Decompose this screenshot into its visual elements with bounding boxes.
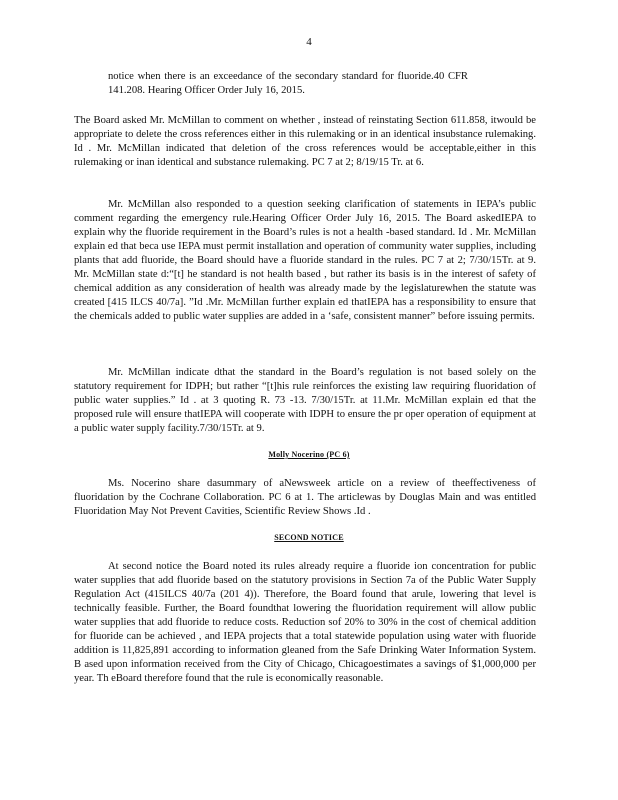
section-heading-nocerino [0,450,618,459]
section-heading-second-notice-text: SECOND NOTICE [274,533,344,542]
paragraph-health-standard: Mr. McMillan also responded to a question seeking clarification of statements in IEPA’s public comment regarding the emergency rule.Hearing Officer Order July 16, 2015. The Board askedIEPA to explain why the fluoride requirement in the Board’s rules is not a health -based standard. Id . Mr. McMillan explain ed that beca use IEPA must permit installation and operation of community water supplies, including plants that add fluoride, the Board should have a fluoride standard in the rules. PC 7 at 2; 7/30/15Tr. at 9. Mr. McMillan state d:“[t] he standard is not health based , but rather its basis is in the interest of safety of chemical addition as any consideration of health was already made by the legislaturewhen the statute was created [415 ILCS 40/7a]. ”Id .Mr. McMillan further explain ed thatIEPA has a responsibility to ensure that the chemicals added to public water supplies are added in a ‘safe, consistent manner” before issuing permits. [74,199,536,322]
paragraph-quote-continuation: notice when there is an exceedance of the secondary standard for fluoride.40 CFR 141.208. Hearing Officer Order July 16, 2015. [108,71,468,96]
section-heading-second-notice [0,533,618,542]
paragraph-cross-references: The Board asked Mr. McMillan to comment on whether , instead of reinstating Section 611.858, itwould be appropriate to delete the cross references either in this rulemaking or in an identical insubstance rulemaking. Id . Mr. McMillan indicated that deletion of the cross references would be acceptable,either in this rulemaking or inan identical and substance rulemaking. PC 7 at 2; 8/19/15 Tr. at 6. [74,115,536,168]
paragraph-newsweek-summary: Ms. Nocerino share dasummary of aNewsweek article on a review of theeffectiveness of fluoridation by the Cochrane Collaboration. PC 6 at 1. The articlewas by Douglas Main and was entitled Fluoridation May Not Prevent Cavities, Scientific Review Shows .Id . [74,478,536,517]
section-heading-nocerino-text: Molly Nocerino (PC 6) [268,450,350,459]
paragraph-second-notice: At second notice the Board noted its rules already require a fluoride ion concentration for public water supplies that add fluoride based on the statutory provisions in Section 7a of the Public Water Supply Regulation Act (415ILCS 40/7a (201 4)). Therefore, the Board found that arule, lowering that level is technically feasible. Further, the Board foundthat lowering the fluoridation requirement will allow public water supplies that add fluoride to reduce costs. Reduction sof 20% to 30% in the cost of chemical addition for fluoride can be achieved , and IEPA projects that a total statewide population using water with fluoride addition is 11,825,891 according to information gleaned from the Safe Drinking Water Information System. B ased upon information received from the City of Chicago, Chicagoestimates a savings of $1,000,000 per year. Th eBoard therefore found that the rule is economically reasonable. [74,561,536,684]
paragraph-statutory-requirement: Mr. McMillan indicate dthat the standard in the Board’s regulation is not based solely on the statutory requirement for IDPH; but rather “[t]his rule reinforces the existing law requiring fluoridation of public water supplies.” Id . at 3 quoting R. 73 -13. 7/30/15Tr. at 11.Mr. McMillan explain ed that the proposed rule will ensure thatIEPA will cooperate with IDPH to ensure the pr oper operation of equipment at a public water supply facility.7/30/15Tr. at 9. [74,367,536,434]
page-number: 4 [306,36,312,48]
